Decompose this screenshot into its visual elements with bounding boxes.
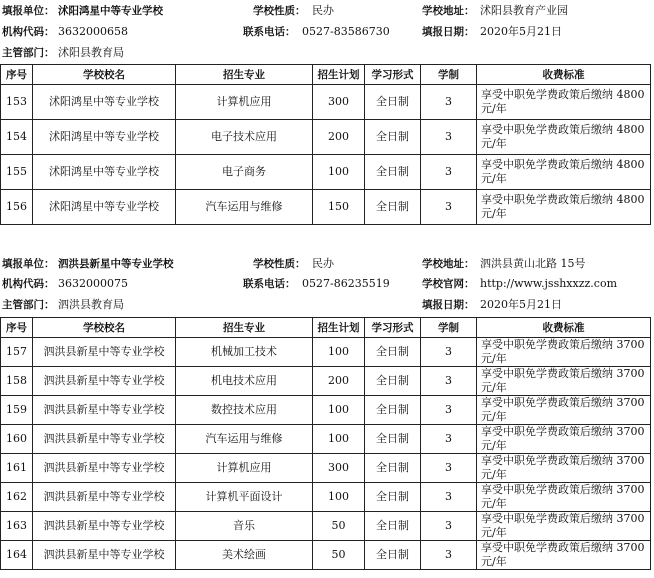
date-label: 填报日期： xyxy=(422,26,475,38)
address-label: 学校地址： xyxy=(422,5,475,17)
cell-major: 数控技术应用 xyxy=(176,396,313,425)
cell-form: 全日制 xyxy=(365,396,421,425)
table-row xyxy=(1,367,651,396)
table-row xyxy=(1,541,651,570)
address-label: 学校地址： xyxy=(422,258,475,270)
table-row xyxy=(1,338,651,367)
header-fee: 收费标准 xyxy=(477,65,651,85)
cell-no: 163 xyxy=(1,512,33,541)
date-value: 2020年5月21日 xyxy=(480,25,562,38)
cell-plan: 100 xyxy=(313,425,365,454)
cell-form: 全日制 xyxy=(365,425,421,454)
cell-school: 泗洪县新星中等专业学校 xyxy=(33,396,176,425)
cell-no: 162 xyxy=(1,483,33,512)
cell-years: 3 xyxy=(421,190,477,225)
nature-value: 民办 xyxy=(312,257,334,270)
nature-label: 学校性质： xyxy=(253,5,306,17)
dept-value: 泗洪县教育局 xyxy=(58,298,124,311)
section2-info-row-3 xyxy=(0,296,654,314)
cell-school: 泗洪县新星中等专业学校 xyxy=(33,425,176,454)
cell-plan: 300 xyxy=(313,85,365,120)
cell-major: 汽车运用与维修 xyxy=(176,425,313,454)
cell-fee: 享受中职免学费政策后缴纳 3700元/年 xyxy=(477,512,651,541)
header-plan: 招生计划 xyxy=(313,318,365,338)
cell-no: 160 xyxy=(1,425,33,454)
header-years: 学制 xyxy=(421,318,477,338)
nature-value: 民办 xyxy=(312,4,334,17)
cell-no: 164 xyxy=(1,541,33,570)
cell-form: 全日制 xyxy=(365,155,421,190)
cell-form: 全日制 xyxy=(365,454,421,483)
cell-years: 3 xyxy=(421,541,477,570)
header-major: 招生专业 xyxy=(176,65,313,85)
table-row xyxy=(1,483,651,512)
cell-years: 3 xyxy=(421,483,477,512)
cell-years: 3 xyxy=(421,367,477,396)
dept-label: 主管部门： xyxy=(2,299,55,311)
nature-label: 学校性质： xyxy=(253,258,306,270)
address-value: 沭阳县教育产业园 xyxy=(480,4,568,17)
cell-major: 计算机应用 xyxy=(176,85,313,120)
cell-no: 154 xyxy=(1,120,33,155)
cell-no: 158 xyxy=(1,367,33,396)
cell-plan: 100 xyxy=(313,483,365,512)
table-row xyxy=(1,425,651,454)
section1-info-row-1 xyxy=(0,2,654,20)
cell-years: 3 xyxy=(421,454,477,483)
cell-years: 3 xyxy=(421,85,477,120)
cell-plan: 100 xyxy=(313,155,365,190)
table-row xyxy=(1,512,651,541)
cell-major: 机械加工技术 xyxy=(176,338,313,367)
header-major: 招生专业 xyxy=(176,318,313,338)
website-value: http://www.jsshxxzz.com xyxy=(480,277,618,290)
dept-label: 主管部门： xyxy=(2,47,55,59)
cell-years: 3 xyxy=(421,512,477,541)
unit-value: 沭阳鸿星中等专业学校 xyxy=(58,5,163,17)
cell-fee: 享受中职免学费政策后缴纳 4800元/年 xyxy=(477,155,651,190)
cell-form: 全日制 xyxy=(365,190,421,225)
address-value: 泗洪县黄山北路 15号 xyxy=(480,257,586,270)
cell-school: 泗洪县新星中等专业学校 xyxy=(33,541,176,570)
unit-label: 填报单位： xyxy=(2,258,55,270)
cell-major: 机电技术应用 xyxy=(176,367,313,396)
cell-form: 全日制 xyxy=(365,120,421,155)
cell-plan: 300 xyxy=(313,454,365,483)
cell-plan: 50 xyxy=(313,512,365,541)
table-row xyxy=(1,120,651,155)
cell-years: 3 xyxy=(421,338,477,367)
date-label: 填报日期： xyxy=(422,299,475,311)
header-form: 学习形式 xyxy=(365,65,421,85)
cell-years: 3 xyxy=(421,155,477,190)
cell-form: 全日制 xyxy=(365,483,421,512)
cell-major: 电子商务 xyxy=(176,155,313,190)
unit-label: 填报单位： xyxy=(2,5,55,17)
cell-years: 3 xyxy=(421,425,477,454)
table-header-row xyxy=(1,318,651,338)
table-row xyxy=(1,396,651,425)
section1-info-row-3 xyxy=(0,44,654,62)
cell-fee: 享受中职免学费政策后缴纳 4800元/年 xyxy=(477,190,651,225)
cell-form: 全日制 xyxy=(365,541,421,570)
cell-school: 沭阳鸿星中等专业学校 xyxy=(33,120,176,155)
cell-fee: 享受中职免学费政策后缴纳 3700元/年 xyxy=(477,483,651,512)
cell-fee: 享受中职免学费政策后缴纳 4800元/年 xyxy=(477,85,651,120)
cell-fee: 享受中职免学费政策后缴纳 3700元/年 xyxy=(477,396,651,425)
cell-fee: 享受中职免学费政策后缴纳 3700元/年 xyxy=(477,367,651,396)
unit-value: 泗洪县新星中等专业学校 xyxy=(58,258,174,270)
cell-major: 电子技术应用 xyxy=(176,120,313,155)
cell-school: 沭阳鸿星中等专业学校 xyxy=(33,85,176,120)
cell-fee: 享受中职免学费政策后缴纳 4800元/年 xyxy=(477,120,651,155)
section1-info-row-2 xyxy=(0,23,654,41)
cell-plan: 200 xyxy=(313,367,365,396)
date-value: 2020年5月21日 xyxy=(480,298,562,311)
cell-fee: 享受中职免学费政策后缴纳 3700元/年 xyxy=(477,338,651,367)
cell-major: 汽车运用与维修 xyxy=(176,190,313,225)
section2-info-row-2 xyxy=(0,275,654,293)
header-school: 学校校名 xyxy=(33,318,176,338)
cell-plan: 50 xyxy=(313,541,365,570)
cell-no: 156 xyxy=(1,190,33,225)
cell-school: 泗洪县新星中等专业学校 xyxy=(33,512,176,541)
cell-no: 159 xyxy=(1,396,33,425)
header-form: 学习形式 xyxy=(365,318,421,338)
code-label: 机构代码： xyxy=(2,278,55,290)
cell-major: 美术绘画 xyxy=(176,541,313,570)
header-no: 序号 xyxy=(1,318,33,338)
header-no: 序号 xyxy=(1,65,33,85)
cell-form: 全日制 xyxy=(365,512,421,541)
website-label: 学校官网： xyxy=(422,278,475,290)
cell-school: 沭阳鸿星中等专业学校 xyxy=(33,190,176,225)
table-row xyxy=(1,454,651,483)
header-years: 学制 xyxy=(421,65,477,85)
section2-info-row-1 xyxy=(0,255,654,273)
enrollment-table-1 xyxy=(0,64,651,225)
header-school: 学校校名 xyxy=(33,65,176,85)
cell-school: 泗洪县新星中等专业学校 xyxy=(33,367,176,396)
phone-value: 0527-83586730 xyxy=(302,25,390,38)
table-row xyxy=(1,190,651,225)
phone-label: 联系电话： xyxy=(243,26,296,38)
cell-form: 全日制 xyxy=(365,367,421,396)
code-value: 3632000075 xyxy=(58,277,128,290)
cell-plan: 100 xyxy=(313,338,365,367)
cell-major: 音乐 xyxy=(176,512,313,541)
header-plan: 招生计划 xyxy=(313,65,365,85)
cell-school: 泗洪县新星中等专业学校 xyxy=(33,483,176,512)
table-row xyxy=(1,155,651,190)
dept-value: 沭阳县教育局 xyxy=(58,46,124,59)
cell-plan: 100 xyxy=(313,396,365,425)
cell-fee: 享受中职免学费政策后缴纳 3700元/年 xyxy=(477,425,651,454)
table-header-row xyxy=(1,65,651,85)
cell-fee: 享受中职免学费政策后缴纳 3700元/年 xyxy=(477,454,651,483)
cell-years: 3 xyxy=(421,120,477,155)
enrollment-table-2 xyxy=(0,317,651,570)
cell-no: 157 xyxy=(1,338,33,367)
phone-label: 联系电话： xyxy=(243,278,296,290)
code-label: 机构代码： xyxy=(2,26,55,38)
cell-fee: 享受中职免学费政策后缴纳 3700元/年 xyxy=(477,541,651,570)
cell-form: 全日制 xyxy=(365,85,421,120)
code-value: 3632000658 xyxy=(58,25,128,38)
cell-school: 沭阳鸿星中等专业学校 xyxy=(33,155,176,190)
cell-no: 161 xyxy=(1,454,33,483)
cell-years: 3 xyxy=(421,396,477,425)
cell-form: 全日制 xyxy=(365,338,421,367)
table-row xyxy=(1,85,651,120)
cell-plan: 200 xyxy=(313,120,365,155)
cell-no: 155 xyxy=(1,155,33,190)
cell-no: 153 xyxy=(1,85,33,120)
header-fee: 收费标准 xyxy=(477,318,651,338)
phone-value: 0527-86235519 xyxy=(302,277,390,290)
cell-major: 计算机应用 xyxy=(176,454,313,483)
cell-major: 计算机平面设计 xyxy=(176,483,313,512)
cell-plan: 150 xyxy=(313,190,365,225)
cell-school: 泗洪县新星中等专业学校 xyxy=(33,338,176,367)
cell-school: 泗洪县新星中等专业学校 xyxy=(33,454,176,483)
